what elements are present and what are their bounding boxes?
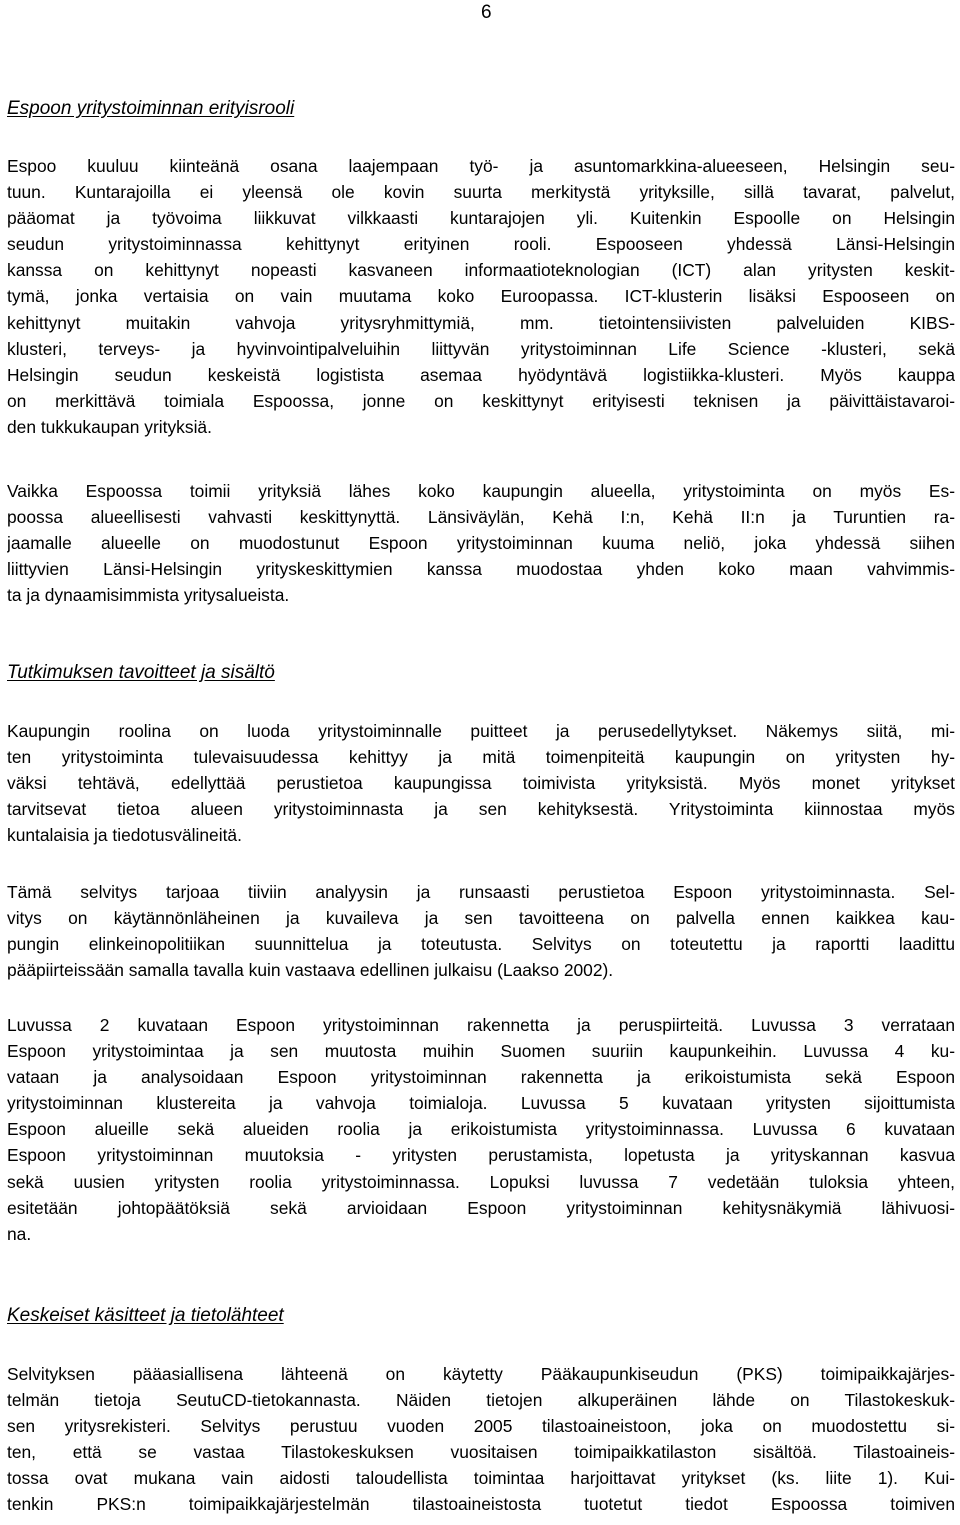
- text-line: kehittynyt muitakin vahvoja yritysryhmittymiä, mm. tietointensiivisten palveluiden KIBS-: [7, 312, 955, 333]
- paragraph: [7, 879, 955, 983]
- text-line: Helsingin seudun keskeistä logistista asemaa hyödyntävä logistiikka-klusteri. Myös kauppa: [7, 364, 955, 385]
- text-line: Tämä selvitys tarjoaa tiiviin analyysin ja runsaasti perustietoa Espoon yritystoiminnasta. Sel-: [7, 882, 955, 902]
- text-line: vitys on käytännönläheinen ja kuvaileva ja sen tavoitteena on palvella ennen kaikkea kau-: [7, 908, 955, 929]
- text-line: na.: [7, 1223, 32, 1244]
- text-line: esitetään johtopäätöksiä sekä arvioidaan Espoon yritystoiminnan kehitysnäkymiä lähivuosi-: [7, 1197, 955, 1218]
- text-line: kanssa on kehittynyt nopeasti kasvaneen informaatioteknologian (ICT) alan yritysten keskit-: [7, 260, 955, 281]
- section-heading-1: [7, 98, 955, 120]
- text-line: poossa alueellisesti vahvasti keskittynyttä. Länsiväylän, Kehä I:n, Kehä II:n ja Turuntien ra-: [7, 507, 955, 528]
- text-line: klusteri, terveys- ja hyvinvointipalveluihin liittyvän yritystoiminnan Life Science -klusteri, sekä: [7, 338, 955, 359]
- text-line: telmän tietoja SeutuCD-tietokannasta. Näiden tietojen alkuperäinen lähde on Tilastokeskuk-: [7, 1390, 955, 1411]
- text-line: pääpiirteissään samalla tavalla kuin vastaava edellinen julkaisu (Laakso 2002).: [7, 960, 614, 981]
- text-line: Luvussa 2 kuvataan Espoon yritystoiminnan rakennetta ja peruspiirteitä. Luvussa 3 verrataan: [7, 1015, 955, 1035]
- section-heading-text: Keskeiset käsitteet ja tietolähteet: [7, 1305, 284, 1326]
- text-line: ten, että se vastaa Tilastokeskuksen vuositaisen toimipaikkatilaston sisältöä. Tilastoaineis-: [7, 1442, 955, 1463]
- text-line: tossa ovat mukana vain aidosti taloudellista toimintaa harjoittavat yritykset (ks. liite 1). Kui-: [7, 1468, 955, 1489]
- section-heading-3: [7, 1305, 955, 1327]
- text-line: Espoon yritystoiminnan muutoksia - yritysten perustamista, lopetusta ja yrityskannan kasvua: [7, 1145, 955, 1166]
- text-line: Kaupungin roolina on luoda yritystoiminnalle puitteet ja perusedellytykset. Näkemys siitä, mi-: [7, 721, 955, 741]
- text-line: tarvitsevat tietoa alueen yritystoiminnasta ja sen kehityksestä. Yritystoiminta kiinnostaa myös: [7, 799, 955, 820]
- text-line: Selvityksen pääasiallisena lähteenä on käytetty Pääkaupunkiseudun (PKS) toimipaikkajärjes-: [7, 1364, 955, 1384]
- text-line: vataan ja analysoidaan Espoon yritystoiminnan rakennetta ja erikoistumista sekä Espoon: [7, 1067, 955, 1088]
- text-line: on merkittävä toimiala Espoossa, jonne on keskittynyt erityisesti teknisen ja päivittäistavaroi-: [7, 390, 955, 411]
- paragraph: [7, 1012, 955, 1247]
- text-line: tymä, jonka vertaisia on vain muutama koko Euroopassa. ICT-klusterin lisäksi Espooseen on: [7, 286, 955, 307]
- text-line: väksi tehtävä, edellyttää perustietoa kaupungissa toimivista yrityksistä. Myös monet yritykset: [7, 773, 955, 794]
- text-line: liittyvien Länsi-Helsingin yrityskeskittymien kanssa muodostaa yhden koko maan vahvimmis-: [7, 559, 955, 580]
- text-line: kuntalaisia ja tiedotusvälineitä.: [7, 825, 242, 846]
- text-line: jaamalle alueelle on muodostunut Espoon yritystoiminnan kuuma neliö, joka yhdessä siihen: [7, 533, 955, 554]
- paragraph: [7, 153, 955, 440]
- paragraph: [7, 718, 955, 848]
- text-line: Vaikka Espoossa toimii yrityksiä lähes koko kaupungin alueella, yritystoiminta on myös Es-: [7, 481, 955, 501]
- section-heading-text: Tutkimuksen tavoitteet ja sisältö: [7, 662, 275, 683]
- text-line: pungin elinkeinopolitiikan suunnittelua ja toteutusta. Selvitys on toteutettu ja raportti laadittu: [7, 934, 955, 955]
- section-heading-text: Espoon yritystoiminnan erityisrooli: [7, 98, 295, 119]
- text-line: pääomat ja työvoima liikkuvat vilkkaasti kuntarajojen yli. Kuitenkin Espoolle on Helsingin: [7, 208, 955, 229]
- text-line: Espoon yritystoimintaa ja sen muutosta muihin Suomen suuriin kaupunkeihin. Luvussa 4 ku-: [7, 1041, 955, 1062]
- page-number: 6: [481, 2, 492, 23]
- text-line: ten yritystoiminta tulevaisuudessa kehittyy ja mitä toimenpiteitä kaupungin on yritysten hy-: [7, 747, 955, 768]
- text-line: seudun yritystoiminnassa kehittynyt erityinen rooli. Espooseen yhdessä Länsi-Helsingin: [7, 234, 955, 255]
- text-line: sekä uusien yritysten roolia yritystoiminnassa. Lopuksi luvussa 7 vedetään tuloksia yhteen,: [7, 1171, 955, 1192]
- text-line: ta ja dynaamisimmista yritysalueista.: [7, 585, 290, 606]
- text-line: tenkin PKS:n toimipaikkajärjestelmän tilastoaineistosta tuotetut tiedot Espoossa toimiven: [7, 1494, 955, 1515]
- text-line: Espoon alueille sekä alueiden roolia ja erikoistumista yritystoiminnassa. Luvussa 6 kuvataan: [7, 1119, 955, 1140]
- text-line: tuun. Kuntarajoilla ei yleensä ole kovin suurta merkitystä yrityksille, sillä tavarat, palvelut,: [7, 182, 955, 203]
- text-line: den tukkukaupan yrityksiä.: [7, 416, 212, 437]
- paragraph: [7, 478, 955, 608]
- paragraph: [7, 1361, 955, 1518]
- text-line: sen yritysrekisteri. Selvitys perustuu vuoden 2005 tilastoaineistoon, joka on muodostettu si-: [7, 1416, 955, 1437]
- text-line: Espoo kuuluu kiinteänä osana laajempaan työ- ja asuntomarkkina-alueeseen, Helsingin seu-: [7, 156, 955, 176]
- text-line: yritystoiminnan klustereita ja vahvoja toimialoja. Luvussa 5 kuvataan yritysten sijoittumista: [7, 1093, 955, 1114]
- section-heading-2: [7, 662, 955, 684]
